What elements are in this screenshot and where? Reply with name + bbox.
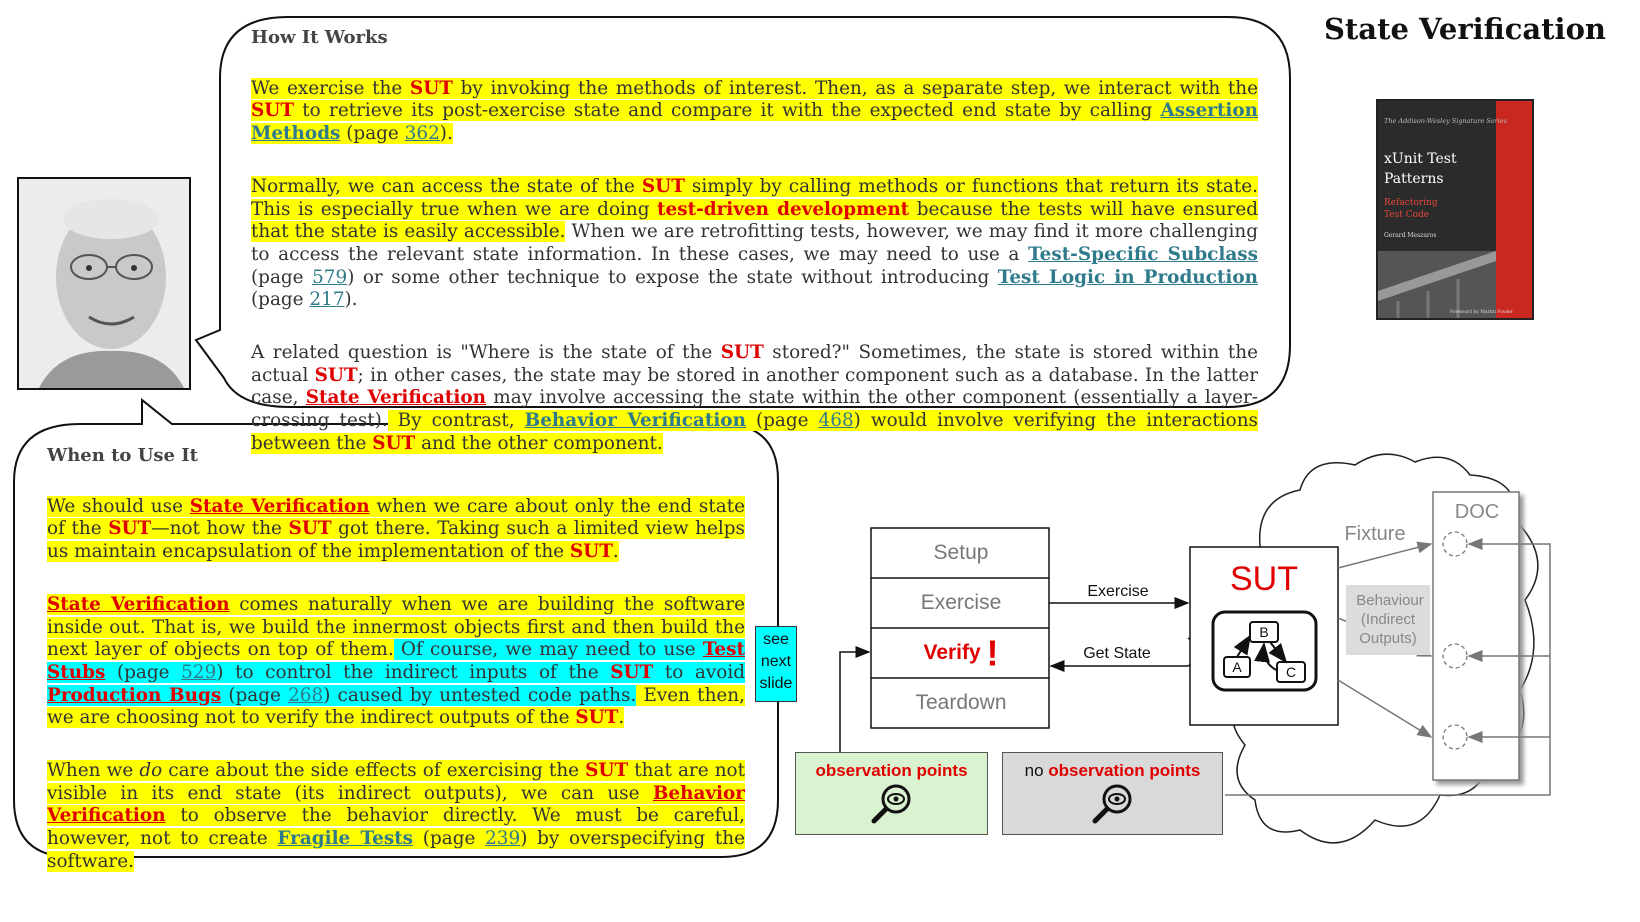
- how-paragraph-1: We exercise the SUT by invoking the methods of interest. Then, as a separate step, we interact with the SUT to retrieve its post-exercise state and compare it with the expected end state by calling Assertion Methods (page 362).: [251, 77, 1259, 145]
- behaviour-label-1: Behaviour: [1356, 592, 1424, 609]
- tdd-term: test-driven development: [657, 198, 910, 220]
- exercise-arrow-label: Exercise: [1087, 583, 1149, 600]
- magnifier-eye-icon: [1091, 781, 1135, 825]
- observation-points-box: observation points: [795, 752, 988, 835]
- state-c: C: [1285, 664, 1297, 680]
- phase-exercise: Exercise: [920, 591, 1002, 614]
- phase-teardown: Teardown: [915, 691, 1007, 714]
- author-photo: [17, 177, 191, 390]
- see-next-slide-note: see next slide: [755, 626, 797, 702]
- page-link[interactable]: 468: [818, 410, 854, 432]
- page-link[interactable]: 239: [485, 828, 521, 850]
- book-title-2: Patterns: [1384, 171, 1444, 187]
- page-link[interactable]: 579: [312, 266, 348, 288]
- get-state-arrow-label: Get State: [1083, 645, 1151, 662]
- sut-term: SUT: [409, 77, 453, 99]
- sut-term: SUT: [288, 518, 332, 540]
- book-subtitle-2: Test Code: [1384, 210, 1430, 220]
- sut-term: SUT: [610, 661, 654, 683]
- behaviour-label-2: (Indirect: [1360, 611, 1416, 628]
- link-state-verification[interactable]: State Verification: [305, 387, 487, 409]
- link-production-bugs[interactable]: Production Bugs: [47, 684, 222, 706]
- when-paragraph-2: State Verification comes naturally when we are building the software inside out. That is, we build the innermost objects first and then build the next layer of objects on top of them. Of course, we may need to use Test Stubs (page 529) to control the indirect inputs of the SUT to avoid Production Bugs (page 268) caused by untested code paths. Even then, we are choosing not to verify the indirect outputs of the SUT.: [47, 593, 745, 729]
- link-behavior-verification[interactable]: Behavior Verification: [524, 410, 746, 432]
- phase-setup: Setup: [933, 541, 989, 564]
- sut-term: SUT: [585, 760, 629, 782]
- book-cover: [1376, 99, 1534, 320]
- no-observation-points-box: no observation points: [1002, 752, 1223, 835]
- when-to-use-panel: [47, 445, 745, 904]
- sut-term: SUT: [575, 707, 619, 729]
- page-link[interactable]: 268: [288, 684, 324, 706]
- link-test-logic-in-production[interactable]: Test Logic in Production: [997, 266, 1258, 288]
- how-paragraph-2: Normally, we can access the state of the SUT simply by calling methods or functions that return its state. This is especially true when we are doing test-driven development because the tests will have ensured that the state is easily accessible. When we are retrofitting tests, however, we may find it more challenging to access the relevant state information. In these cases, we may need to use a Test-Specific Subclass (page 579) or some other technique to expose the state without introducing Test Logic in Production (page 217).: [251, 175, 1258, 311]
- page-link[interactable]: 217: [309, 289, 345, 311]
- phase-verify: Verify !: [923, 632, 999, 674]
- book-foreword: Foreword by Martin Fowler: [1450, 310, 1513, 315]
- link-state-verification[interactable]: State Verification: [47, 593, 230, 615]
- how-paragraph-3: A related question is "Where is the state of the SUT stored?" Sometimes, the state is stored within the actual SUT; in other cases, the state may be stored in another component such as a database. In the latter case, State Verification may involve accessing the state within the other component (essentially a layer-crossing test). By contrast, Behavior Verification (page 468) would involve verifying the interactions between the SUT and the other component.: [251, 342, 1258, 454]
- sut-term: SUT: [108, 518, 152, 540]
- page-link[interactable]: 529: [181, 661, 217, 683]
- link-state-verification[interactable]: State Verification: [189, 495, 370, 517]
- sut-term: SUT: [251, 100, 295, 122]
- sut-box-label: SUT: [1230, 560, 1298, 598]
- page-link[interactable]: 362: [404, 123, 440, 145]
- when-heading: When to Use It: [47, 445, 198, 466]
- sut-term: SUT: [314, 364, 358, 386]
- state-b: B: [1259, 624, 1269, 640]
- link-behavior-verification[interactable]: Behavior Verification: [47, 782, 745, 827]
- sut-term: SUT: [569, 541, 613, 563]
- book-subtitle-1: Refactoring: [1384, 198, 1438, 208]
- book-title-1: xUnit Test: [1384, 151, 1457, 167]
- how-it-works-panel: [251, 27, 1258, 486]
- when-paragraph-3: When we do care about the side effects of exercising the SUT that are not visible in its end state (its indirect outputs), we can use Behavior Verification to observe the behavior directly. We must be careful, however, not to create Fragile Tests (page 239) by overspecifying the software.: [47, 760, 746, 872]
- link-fragile-tests[interactable]: Fragile Tests: [277, 828, 414, 850]
- slide-title: State Verification: [1323, 12, 1606, 46]
- behaviour-label-3: Outputs): [1359, 630, 1417, 647]
- fixture-label: Fixture: [1344, 523, 1406, 545]
- sut-term: SUT: [372, 432, 416, 454]
- state-a: A: [1232, 659, 1242, 675]
- sut-term: SUT: [641, 175, 685, 197]
- link-test-stubs[interactable]: Test Stubs: [47, 639, 745, 683]
- doc-label: DOC: [1454, 501, 1500, 523]
- how-heading: How It Works: [251, 27, 388, 48]
- sut-term: SUT: [720, 342, 764, 364]
- when-paragraph-1: We should use State Verification when we care about only the end state of the SUT—not how the SUT got there. Taking such a limited view helps us maintain encapsulation of the implementation of the SUT.: [47, 495, 745, 563]
- link-assertion-methods[interactable]: Assertion Methods: [251, 100, 1258, 145]
- magnifier-eye-icon: [870, 781, 914, 825]
- link-test-specific-subclass[interactable]: Test-Specific Subclass: [1028, 243, 1258, 265]
- book-series: The Addison-Wesley Signature Series: [1384, 117, 1508, 125]
- book-author: Gerard Meszaros: [1384, 232, 1437, 239]
- exclamation-icon: !: [986, 632, 999, 674]
